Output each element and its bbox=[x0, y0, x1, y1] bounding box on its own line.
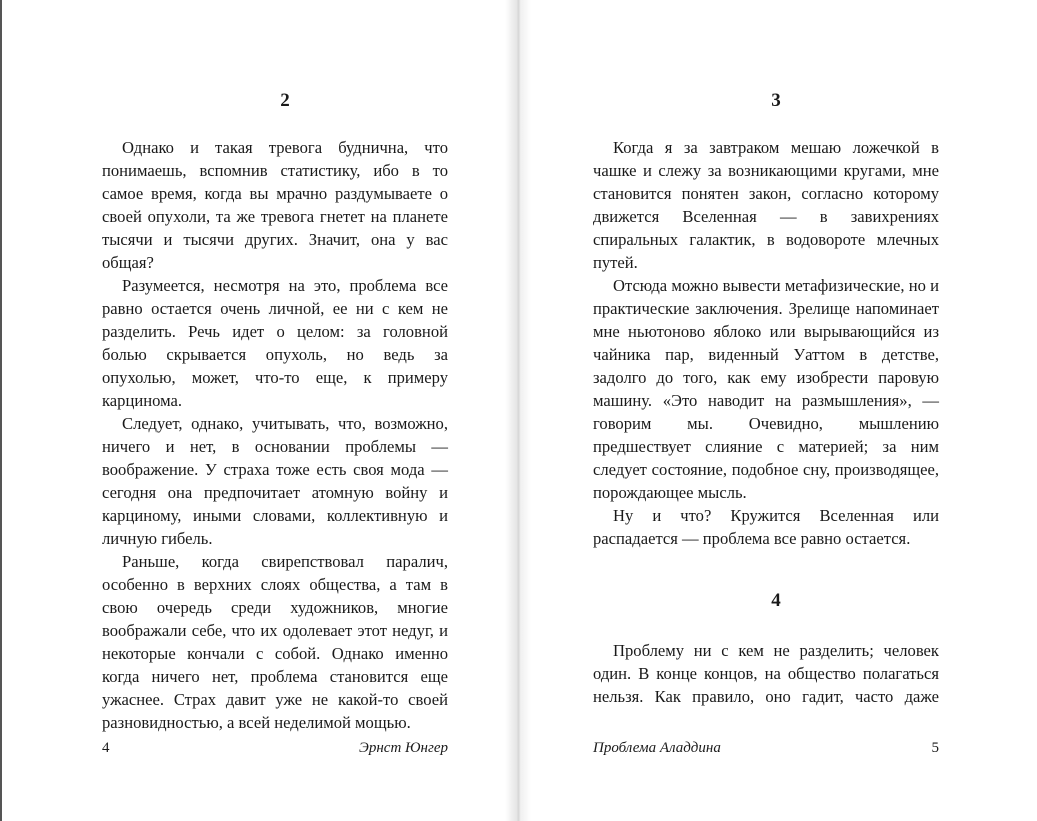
paragraph: Когда я за завтраком мешаю ложечкой в чашке и слежу за возникающими кругами, мне становится понятен закон, согласно которому движется Вселенная — в завихрениях спиральных галактик, в водовороте млечных путей. bbox=[593, 138, 939, 272]
running-title-author: Эрнст Юнгер bbox=[359, 740, 448, 756]
paragraph: Ну и что? Кружится Вселенная или распадается — проблема все равно остается. bbox=[593, 506, 939, 548]
running-title-book: Проблема Аладдина bbox=[593, 740, 721, 756]
chapter-heading-3: 3 bbox=[771, 90, 781, 111]
right-page-text-a bbox=[593, 136, 939, 550]
paragraph: Отсюда можно вывести метафизические, но и практические заключения. Зрелище напоминает мне ньютоново яблоко или вырывающийся из чайника пар, виденный Уаттом в детстве, задолго до того, как ему изобрести паровую машину. «Это наводит на размышления», — говорим мы. Очевидно, мышлению предшествует слияние с материей; за ним следует состояние, подобное сну, производящее, порождающее мысль. bbox=[593, 276, 939, 502]
paragraph: Проблему ни с кем не разделить; человек один. В конце концов, на общество полагаться нельзя. Как правило, оно гадит, часто даже bbox=[593, 641, 939, 706]
paragraph: Однако и такая тревога будничнa, что понимаешь, вспомнив статистику, ибо в то самое время, когда вы мрачно раздумываете о своей опухоли, та же тревога гнетет на планете тысячи и тысячи других. Значит, она у вас общая? bbox=[102, 138, 448, 272]
left-page-text bbox=[102, 136, 448, 734]
paragraph: Следует, однако, учитывать, что, возможно, ничего и нет, в основании проблемы — воображение. У страха тоже есть своя мода — сегодня она предпочитает атомную войну и карциному, иными словами, коллективную и личную гибель. bbox=[102, 414, 448, 548]
paragraph: Раньше, когда свирепствовал паралич, особенно в верхних слоях общества, а там в свою очередь среди художников, многие воображали себе, что их одолевает этот недуг, и некоторые кончали с собой. Однако именно когда ничего нет, проблема становится еще ужаснее. Страх давит уже не какой-то своей разновидностью, а всей неделимой мощью. bbox=[102, 552, 448, 732]
left-page bbox=[0, 0, 518, 821]
chapter-heading-4: 4 bbox=[771, 590, 781, 611]
book-gutter-shadow bbox=[505, 0, 531, 821]
chapter-heading-2: 2 bbox=[280, 90, 290, 111]
paragraph: Разумеется, несмотря на это, проблема все равно остается очень личной, ее ни с кем не разделить. Речь идет о целом: за головной болью скрывается опухоль, но ведь за опухолью, может, что-то еще, к примеру карцинома. bbox=[102, 276, 448, 410]
page-number: 4 bbox=[102, 740, 110, 756]
right-page bbox=[518, 0, 1037, 821]
right-page-text-b bbox=[593, 639, 939, 708]
page-number: 5 bbox=[931, 740, 939, 756]
